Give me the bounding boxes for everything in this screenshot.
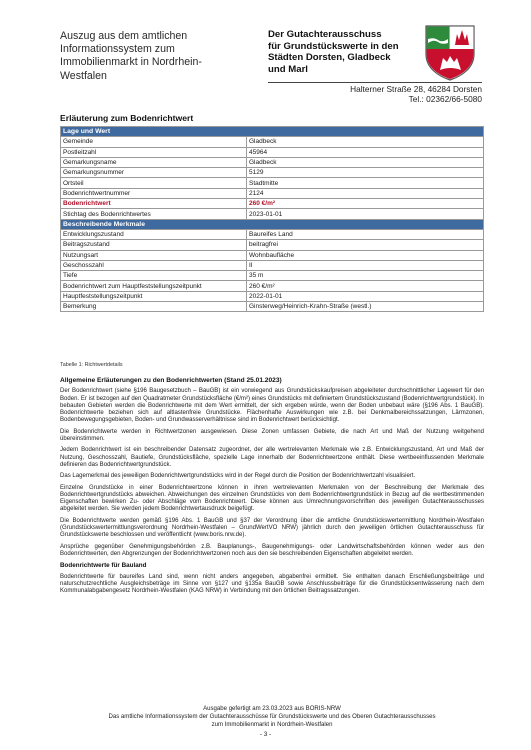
row-key: Bodenrichtwert (61, 199, 247, 209)
paragraph: Jedem Bodenrichtwert ist ein beschreibender Datensatz zugeordnet, der alle wertrelevanten Merkmale wie z.B. Entwicklungszustand, Art und Maß der Nutzung, Geschosszahl, Bautiefe, Grundstücksfläche, spezielle Lage innerhalb der Bodenrichtwertzone enthält. Diese wertbeeinflussenden Merkmale definieren das Bodenrichtwertgrundstück. (60, 447, 484, 468)
address-line: Halterner Straße 28, 46284 Dorsten (350, 84, 482, 94)
body-subheading: Bodenrichtwerte für Bauland (60, 562, 147, 570)
table-row (61, 209, 484, 219)
row-key: Postleitzahl (61, 147, 247, 157)
paragraph: Bodenrichtwerte für baureifes Land sind, wenn nicht anders angegeben, abgabenfrei ermittelt. Sie enthalten danach Erschließungsbeiträge und naturschutzrechtliche Ausgleichsbeträge im Sinne von §127 und §135a BauGB sowie Anschlussbeiträge für die Grundstücksentwässerung nach dem Kommunalabgabengesetz Nordrhein-Westfalen (KAG NRW) in Verbindung mit den örtlichen Beitragssatzungen. (60, 573, 484, 595)
group-title: Beschreibende Merkmale (61, 219, 484, 229)
table-row (61, 137, 484, 147)
paragraph: Der Bodenrichtwert (siehe §196 Baugesetzbuch – BauGB) ist ein vorwiegend aus Grundstückskaufpreisen abgeleiteter durchschnittlicher Lagewert für den Boden. Er ist bezogen auf den Quadratmeter Grundstücksfläche (€/m²) eines Grundstücks mit definiertem Grundstückszustand (Bodenrichtwertgrundstück). In bebauten Gebieten werden die Bodenrichtwerte mit dem Wert ermittelt, der sich ergeben würde, wenn der Boden unbebaut wäre (§196 Abs. 1 BauGB). Bodenrichtwerte beziehen sich auf altlastenfreie Grundstücke. Flächenhafte Auswirkungen wie z.B. bei Denkmalbereichssatzungen, Lärmzonen, Bodenbewegungsgebieten, Boden- und Grundwasserverhältnisse sind im Bodenrichtwert berücksichtigt. (60, 388, 484, 424)
row-key: Tiefe (61, 271, 247, 281)
group-title: Lage und Wert (61, 127, 484, 137)
table-row (61, 260, 484, 270)
row-key: Ortsteil (61, 178, 247, 188)
row-value: Gladbeck (247, 157, 484, 167)
row-value: Baureifes Land (247, 229, 484, 239)
footer (60, 706, 484, 729)
body-heading: Allgemeine Erläuterungen zu den Bodenrichtwerten (Stand 25.01.2023) (60, 377, 282, 384)
footer-line: zum Immobilienmarkt in Nordrhein-Westfalen (211, 721, 333, 728)
row-key: Gemarkungsnummer (61, 168, 247, 178)
committee-line: und Marl (268, 63, 308, 75)
paragraph: Ansprüche gegenüber Genehmigungsbehörden z.B. Bauplanungs-, Baugenehmigungs- oder Landwirtschaftsbehörden können weder aus den Bodenrichtwerten, den Abgrenzungen der Bodenrichtwertzonen noch aus den sie beschreibenden Eigenschaften abgeleitet werden. (60, 543, 484, 557)
table-row (61, 291, 484, 301)
row-key: Gemeinde (61, 137, 247, 147)
table-row (61, 147, 484, 157)
row-key: Stichtag des Bodenrichtwertes (61, 209, 247, 219)
row-key: Bemerkung (61, 302, 247, 312)
header-source-text (60, 30, 235, 83)
row-key: Bodenrichtwertnummer (61, 188, 247, 198)
table-group-header (61, 127, 484, 137)
table-row (61, 168, 484, 178)
nrw-coat-of-arms-icon (420, 22, 480, 82)
committee-line: Städten Dorsten, Gladbeck (268, 52, 391, 64)
committee-line: für Grundstückswerte in den (268, 40, 399, 52)
explanation-text (60, 377, 484, 599)
footer-line: Das amtliche Informationssystem der Gutachterausschüsse für Grundstückswerte und des Oberen Gutachterausschusses (108, 713, 436, 720)
richtwert-table (60, 126, 484, 312)
table-row (61, 157, 484, 167)
row-key: Bodenrichtwert zum Hauptfeststellungszeitpunkt (61, 281, 247, 291)
header-divider (268, 82, 482, 83)
committee-line: Der Gutachterausschuss (268, 29, 382, 40)
table-row (61, 302, 484, 312)
row-value: 2124 (247, 188, 484, 198)
table-group-header (61, 219, 484, 229)
row-value: 260 €/m² (247, 199, 484, 209)
table-row (61, 229, 484, 239)
table-row (61, 281, 484, 291)
row-key: Geschosszahl (61, 260, 247, 270)
header-line: Immobilienmarkt in Nordrhein- (60, 56, 202, 69)
row-value: Wohnbaufläche (247, 250, 484, 260)
phone-line: Tel.: 02362/66-5080 (408, 94, 482, 105)
row-value: 2023-01-01 (247, 209, 484, 219)
row-value: 5129 (247, 168, 484, 178)
table-row (61, 188, 484, 198)
row-key: Entwicklungszustand (61, 229, 247, 239)
committee-address (350, 84, 482, 105)
row-value: beitragfrei (247, 240, 484, 250)
row-value: 2022-01-01 (247, 291, 484, 301)
table-row (61, 240, 484, 250)
table-caption: Tabelle 1: Richtwertdetails (60, 362, 123, 368)
footer-line: Ausgabe gefertigt am 23.03.2023 aus BORIS-NRW (203, 706, 341, 712)
row-value: 35 m (247, 271, 484, 281)
row-value: 45964 (247, 147, 484, 157)
header-line: Informationssystem zum (60, 43, 175, 56)
row-value: Gladbeck (247, 137, 484, 147)
table-row-highlight (61, 199, 484, 209)
header-line: Auszug aus dem amtlichen (60, 30, 188, 42)
page-number: - 3 - (259, 731, 272, 738)
table-row (61, 250, 484, 260)
row-key: Hauptfeststellungszeitpunkt (61, 291, 247, 301)
row-value: Stadtmitte (247, 178, 484, 188)
row-key: Beitragszustand (61, 240, 247, 250)
section-title: Erläuterung zum Bodenrichtwert (60, 113, 194, 123)
paragraph: Die Bodenrichtwerte werden gemäß §196 Abs. 1 BauGB und §37 der Verordnung über die amtliche Grundstückswertermittlung Nordrhein-Westfalen (Grundstückswertermittlungsverordnung Nordrhein-Westfalen – GrundWertVO NRW) jährlich durch den jeweiligen örtlichen Gutachterausschuss für Grundstückswerte beschlossen und veröffentlicht (www.boris.nrw.de). (60, 517, 484, 539)
committee-name (268, 29, 418, 75)
paragraph: Einzelne Grundstücke in einer Bodenrichtwertzone können in ihren wertrelevanten Merkmalen von der Beschreibung der Merkmale des Bodenrichtwertgrundstücks abweichen. Abweichungen des einzelnen Grundstücks von dem Bodenrichtwertgrundstück in Bezug auf die wertbestimmenden Eigenschaften bewirken Zu- oder Abschläge vom Bodenrichtwert. Diese können aus Umrechnungsvorschriften des jeweiligen Gutachterausschusses abgeleitet werden. Sie werden jedem Bodenrichtwertausdruck beigefügt. (60, 484, 484, 513)
row-value: Ginsterweg/Heinrich-Krahn-Straße (westl.) (247, 302, 484, 312)
row-key: Nutzungsart (61, 250, 247, 260)
table-row (61, 271, 484, 281)
row-key: Gemarkungsname (61, 157, 247, 167)
header-line: Westfalen (60, 69, 107, 82)
row-value: II (247, 260, 484, 270)
row-value: 260 €/m² (247, 281, 484, 291)
table-row (61, 178, 484, 188)
paragraph: Die Bodenrichtwerte werden in Richtwertzonen ausgewiesen. Diese Zonen umfassen Gebiete, die nach Art und Maß der Nutzung weitgehend übereinstimmen. (60, 428, 484, 443)
paragraph: Das Lagemerkmal des jeweiligen Bodenrichtwertgrundstücks wird in der Regel durch die Position der Bodenrichtwertzahl visualisiert. (60, 473, 416, 480)
